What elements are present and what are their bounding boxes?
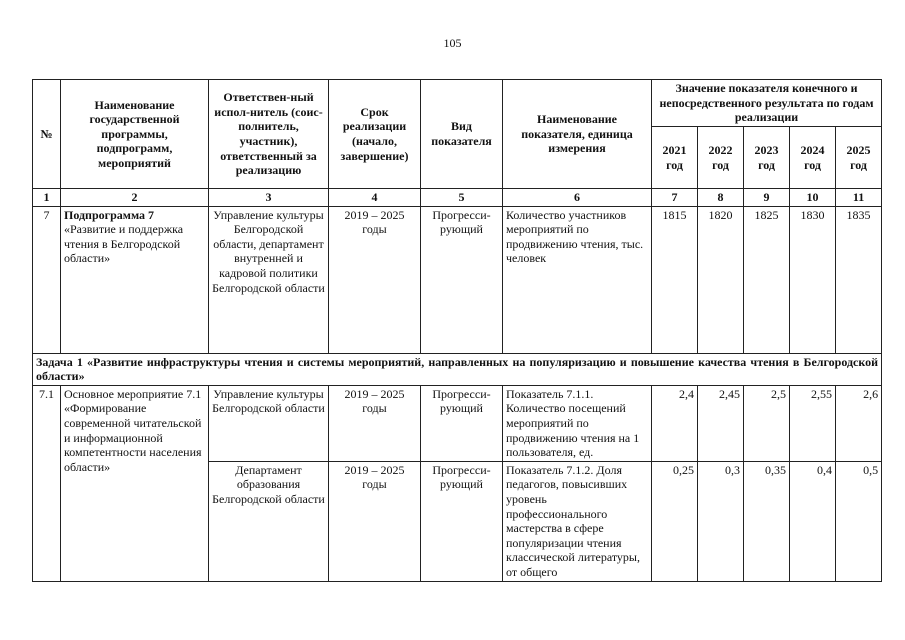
value-cell: 1825: [744, 206, 790, 353]
program-name: [61, 206, 209, 353]
column-number: 11: [836, 189, 882, 207]
term: 2019 – 2025 годы: [329, 385, 421, 461]
indicator-name: Показатель 7.1.1. Количество посещений мероприятий по продвижению чтения на 1 пользователя, ед.: [503, 385, 652, 461]
column-number: 9: [744, 189, 790, 207]
column-number: 2: [61, 189, 209, 207]
page-number: 105: [443, 36, 462, 50]
table-row: [33, 385, 882, 461]
responsible: Управление культуры Белгородской области: [209, 385, 329, 461]
term: 2019 – 2025 годы: [329, 461, 421, 581]
value-cell: 1835: [836, 206, 882, 353]
indicators-table: [32, 79, 882, 582]
value-cell: 2,4: [652, 385, 698, 461]
value-cell: 1830: [790, 206, 836, 353]
column-number: 1: [33, 189, 61, 207]
header-indicator: Наименование показателя, единица измерения: [503, 80, 652, 189]
header-year: 2022 год: [698, 127, 744, 189]
subprogram-title: Подпрограмма 7: [64, 207, 155, 222]
subprogram-subtitle: «Развитие и поддержка чтения в Белгородской области»: [64, 222, 184, 266]
value-cell: 1815: [652, 206, 698, 353]
indicator-type: Прогресси-рующий: [421, 385, 503, 461]
column-number: 6: [503, 189, 652, 207]
header-num: №: [33, 80, 61, 189]
table-row: [33, 206, 882, 353]
value-cell: 0,4: [790, 461, 836, 581]
value-cell: 0,25: [652, 461, 698, 581]
value-cell: 0,3: [698, 461, 744, 581]
value-cell: 2,55: [790, 385, 836, 461]
indicator-type: Прогресси-рующий: [421, 206, 503, 353]
value-cell: 2,5: [744, 385, 790, 461]
header-term: Срок реализации (начало, завершение): [329, 80, 421, 189]
header-year: 2023 год: [744, 127, 790, 189]
column-number: 5: [421, 189, 503, 207]
value-cell: 2,45: [698, 385, 744, 461]
column-number: 4: [329, 189, 421, 207]
column-number: 10: [790, 189, 836, 207]
value-cell: 0,35: [744, 461, 790, 581]
header-year: 2025 год: [836, 127, 882, 189]
header-year: 2021 год: [652, 127, 698, 189]
row-num: 7: [33, 206, 61, 353]
value-cell: 2,6: [836, 385, 882, 461]
column-number: 3: [209, 189, 329, 207]
column-numbers-row: [33, 189, 882, 207]
header-type: Вид показателя: [421, 80, 503, 189]
column-number: 7: [652, 189, 698, 207]
value-cell: 1820: [698, 206, 744, 353]
row-num: 7.1: [33, 385, 61, 581]
task-title: Задача 1 «Развитие инфраструктуры чтения и системы мероприятий, направленных на популяризацию и повышение качества чтения в Белгородской области»: [33, 353, 882, 385]
header-name: Наименование государственной программы, подпрограмм, мероприятий: [61, 80, 209, 189]
indicator-type: Прогресси-рующий: [421, 461, 503, 581]
header-values-group: Значение показателя конечного и непосредственного результата по годам реализации: [652, 80, 882, 127]
indicator-name: Количество участников мероприятий по продвижению чтения, тыс. человек: [503, 206, 652, 353]
term: 2019 – 2025 годы: [329, 206, 421, 353]
program-name: Основное мероприятие 7.1 «Формирование современной читательской и информационной компетентности населения области»: [61, 385, 209, 581]
responsible: Департамент образования Белгородской области: [209, 461, 329, 581]
responsible: Управление культуры Белгородской области, департамент внутренней и кадровой политики Белгородской области: [209, 206, 329, 353]
header-year: 2024 год: [790, 127, 836, 189]
task-row: [33, 353, 882, 385]
value-cell: 0,5: [836, 461, 882, 581]
header-responsible: Ответствен-ный испол-нитель (соис-полнитель, участник), ответственный за реализацию: [209, 80, 329, 189]
column-number: 8: [698, 189, 744, 207]
indicator-name: Показатель 7.1.2. Доля педагогов, повысивших уровень профессионального мастерства в сфере популяризации чтения классической литературы, от общего: [503, 461, 652, 581]
